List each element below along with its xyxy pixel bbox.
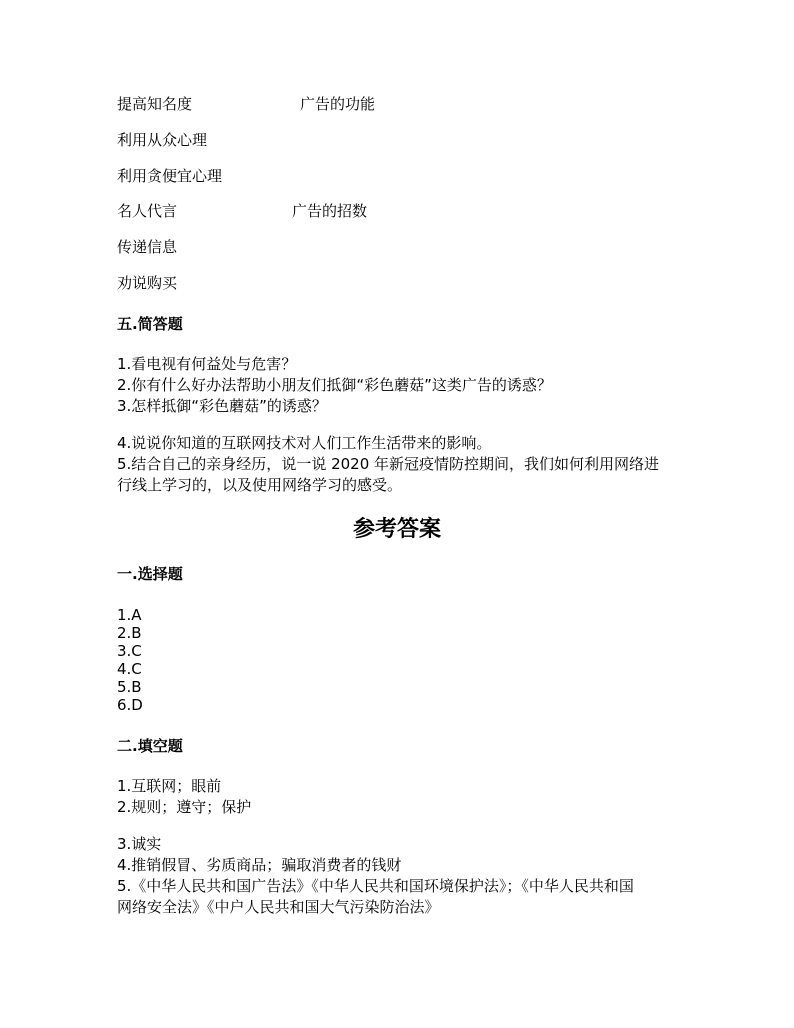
fill-answer: 2.规则；遵守；保护 (117, 798, 252, 816)
section-heading-fill: 二.填空题 (117, 737, 183, 755)
matching-left-item: 利用从众心理 (117, 131, 208, 149)
question-item: 5.结合自己的亲身经历，说一说 2020 年新冠疫情防控期间，我们如何利用网络进 (117, 455, 660, 473)
fill-answer: 4.推销假冒、劣质商品；骗取消费者的钱财 (117, 856, 402, 874)
matching-right-item: 广告的招数 (292, 202, 368, 220)
question-item: 行线上学习的，以及使用网络学习的感受。 (117, 476, 403, 494)
matching-left-item: 劝说购买 (117, 274, 178, 292)
choice-answer: 1.A (117, 606, 142, 624)
answers-title: 参考答案 (352, 516, 441, 542)
fill-answer: 网络安全法》《中户人民共和国大气污染防治法》 (117, 898, 440, 916)
question-item: 3.怎样抵御“彩色蘑菇”的诱惑？ (117, 397, 327, 415)
matching-left-item: 提高知名度 (117, 95, 193, 113)
question-item: 4.说说你知道的互联网技术对人们工作生活带来的影响。 (117, 434, 492, 452)
question-item: 2.你有什么好办法帮助小朋友们抵御“彩色蘑菇”这类广告的诱惑？ (117, 376, 552, 394)
section-heading-short-answer: 五.简答题 (117, 315, 183, 333)
matching-left-item: 传递信息 (117, 238, 178, 256)
fill-answer: 3.诚实 (117, 835, 162, 853)
matching-right-item: 广告的功能 (300, 95, 376, 113)
section-heading-choice: 一.选择题 (117, 565, 183, 583)
choice-answer: 6.D (117, 696, 143, 714)
question-item: 1.看电视有何益处与危害？ (117, 355, 297, 373)
choice-answer: 2.B (117, 624, 142, 642)
choice-answer: 3.C (117, 642, 142, 660)
choice-answer: 5.B (117, 678, 142, 696)
matching-left-item: 利用贪便宜心理 (117, 167, 223, 185)
fill-answer: 5.《中华人民共和国广告法》《中华人民共和国环境保护法》；《中华人民共和国 (117, 877, 634, 895)
matching-left-item: 名人代言 (117, 202, 178, 220)
fill-answer: 1.互联网；眼前 (117, 777, 222, 795)
choice-answer: 4.C (117, 660, 142, 678)
